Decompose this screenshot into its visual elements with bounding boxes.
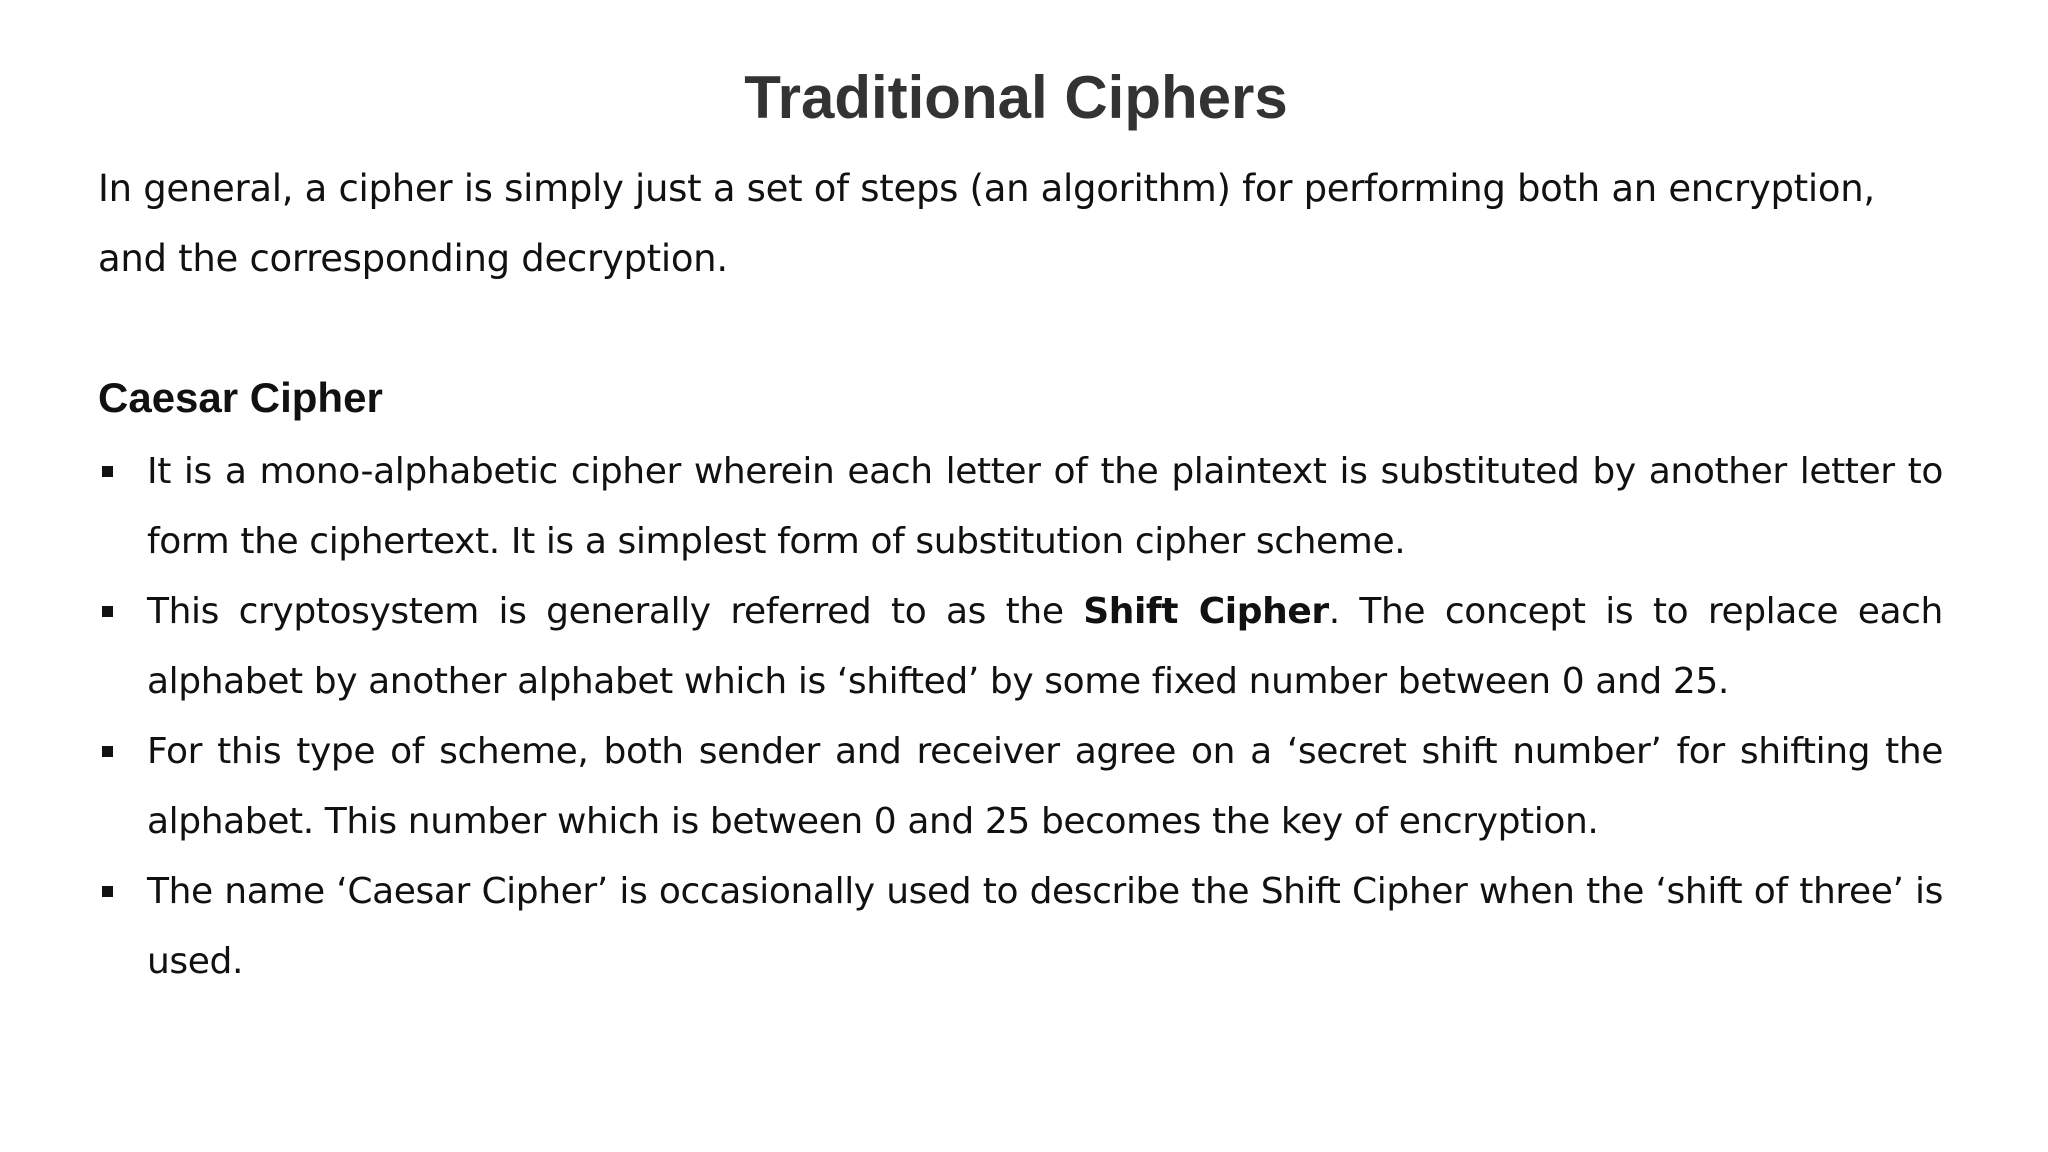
section-heading: Caesar Cipher	[98, 374, 383, 421]
list-item	[98, 717, 1943, 857]
list-item	[98, 437, 1943, 577]
square-bullet-icon	[102, 886, 113, 897]
slide-title: Traditional Ciphers	[744, 64, 1288, 131]
intro-paragraph: In general, a cipher is simply just a set of steps (an algorithm) for performing both an encryption, and the corresponding decryption.	[98, 167, 1875, 280]
square-bullet-icon	[102, 606, 113, 617]
bullet-list	[98, 437, 1943, 997]
bullet-text: It is a mono-alphabetic cipher wherein each letter of the plaintext is substituted by another letter to form the ciphertext. It is a simplest form of substitution cipher scheme.	[147, 451, 1943, 562]
bullet-text-after: . The concept is to replace each alphabet by another alphabet which is ‘shifted’ by some fixed number between 0 and 25.	[147, 591, 1943, 702]
bullet-text: The name ‘Caesar Cipher’ is occasionally used to describe the Shift Cipher when the ‘shift of three’ is used.	[147, 871, 1943, 982]
bullet-text: For this type of scheme, both sender and receiver agree on a ‘secret shift number’ for shifting the alphabet. This number which is between 0 and 25 becomes the key of encryption.	[147, 731, 1943, 842]
shift-cipher-term: Shift Cipher	[1083, 591, 1329, 632]
list-item	[98, 577, 1943, 717]
square-bullet-icon	[102, 746, 113, 757]
list-item	[98, 857, 1943, 997]
bullet-text-before: This cryptosystem is generally referred to as the	[147, 591, 1084, 632]
square-bullet-icon	[102, 466, 113, 477]
